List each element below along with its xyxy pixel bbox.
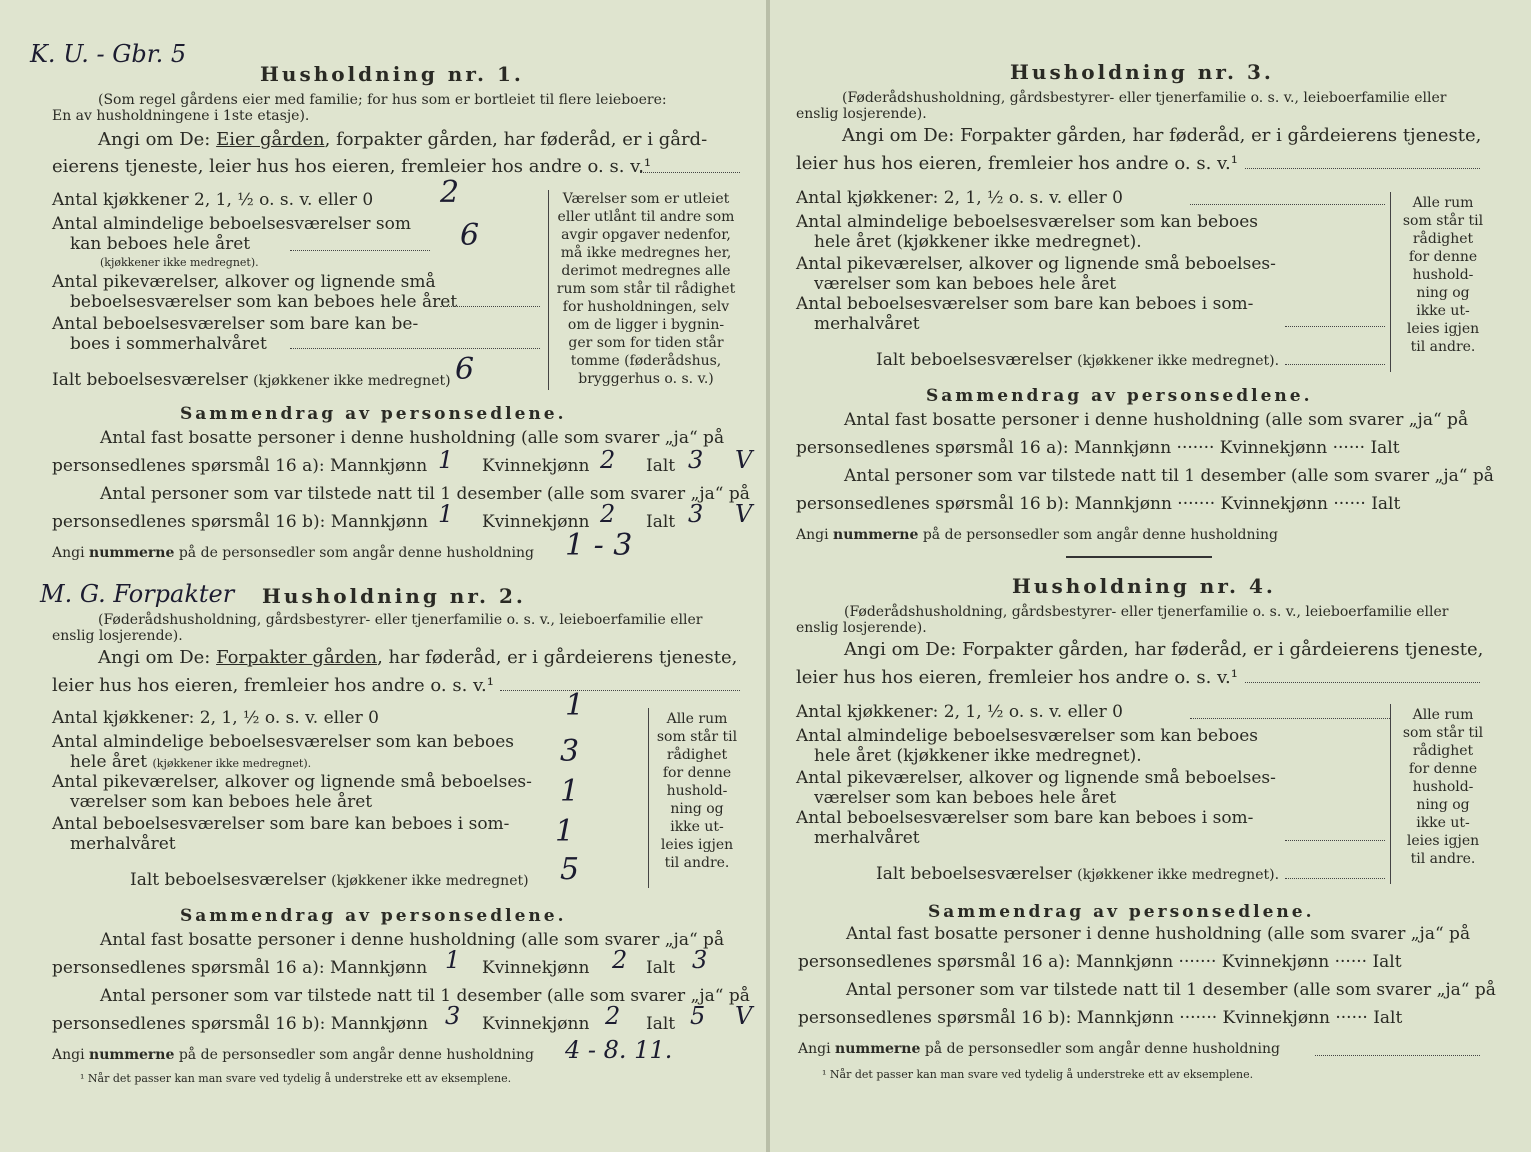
- h3-answer-line: [1245, 168, 1480, 169]
- h2-s2-line-1: Antal personer som var tilstede natt til 1 desember (alle som svarer „ja“ på: [100, 986, 750, 1006]
- side-note-line: Værelser som er utleiet: [562, 191, 730, 207]
- h3-pike-label-1: Antal pikeværelser, alkover og lignende små beboelses-: [796, 254, 1276, 274]
- h1-alm-value: 6: [460, 218, 480, 253]
- h4-ialt-label: Ialt beboelsesværelser (kjøkkener ikke medregnet).: [876, 864, 1280, 884]
- side-note-line: rådighet: [1412, 743, 1474, 759]
- h4-ialt-line: [1285, 878, 1385, 879]
- h1-alm-label-2: kan beboes hele året: [70, 234, 251, 254]
- side-note-line: hushold-: [1412, 779, 1474, 795]
- side-note-line: rådighet: [1412, 231, 1474, 247]
- h3-s1-line-1: Antal fast bosatte personer i denne husholdning (alle som svarer „ja“ på: [844, 410, 1469, 430]
- h1-s1-line-1: Antal fast bosatte personer i denne husholdning (alle som svarer „ja“ på: [100, 428, 725, 448]
- h4-s2-line-1: Antal personer som var tilstede natt til 1 desember (alle som svarer „ja“ på: [846, 980, 1496, 1000]
- h1-s2-ialt-label: Ialt: [646, 512, 676, 532]
- h1-intro-line-1: (Som regel gårdens eier med familie; for hus som er bortleiet til flere leieboere:: [98, 92, 667, 108]
- h2-s2-mannkjonn-value: 3: [445, 1002, 461, 1030]
- h3-brace: [1390, 192, 1391, 372]
- h1-side-note: [556, 190, 736, 388]
- h4-nummer-line-answer: [1315, 1055, 1480, 1056]
- h1-pike-label-1: Antal pikeværelser, alkover og lignende små: [52, 272, 436, 292]
- h4-kjokkener-line: [1190, 718, 1390, 719]
- h1-answer-line: [640, 172, 740, 173]
- h2-s2-check: V: [735, 1002, 753, 1030]
- side-note-line: hushold-: [1412, 267, 1474, 283]
- side-note-line: om de ligger i bygnin-: [567, 317, 725, 333]
- h1-s2-line-1: Antal personer som var tilstede natt til 1 desember (alle som svarer „ja“ på: [100, 484, 750, 504]
- h4-sommer-label-2: merhalvåret: [814, 828, 920, 848]
- h2-s1-line-2: personsedlenes spørsmål 16 a): Mannkjønn: [52, 958, 428, 978]
- side-note-line: til andre.: [664, 855, 730, 871]
- side-note-line: Alle rum: [1412, 195, 1474, 211]
- side-note-line: ning og: [1416, 285, 1470, 301]
- side-note-line: til andre.: [1410, 339, 1476, 355]
- h1-question-line-1: Angi om De: Eier gården, forpakter gården, har føderåd, er i gård-: [98, 129, 708, 150]
- h1-s2-kvinnekjonn-value: 2: [600, 500, 616, 528]
- h2-s2-kvinnekjonn-value: 2: [605, 1002, 621, 1030]
- h1-s1-mannkjonn-value: 1: [438, 446, 454, 474]
- side-note-line: til andre.: [1410, 851, 1476, 867]
- side-note-line: ikke ut-: [670, 819, 724, 835]
- heading-husholdning-3: Husholdning nr. 3.: [1010, 60, 1274, 84]
- h4-s2-line-2: personsedlenes spørsmål 16 b): Mannkjønn ······· Kvinnekjønn ······ Ialt: [798, 1008, 1403, 1028]
- h2-ialt-value: 5: [560, 852, 580, 887]
- side-note-line: som står til: [1402, 725, 1484, 741]
- heading-husholdning-4: Husholdning nr. 4.: [1012, 574, 1276, 598]
- h1-alm-label-1: Antal almindelige beboelsesværelser som: [52, 214, 411, 234]
- h4-nummer-line: Angi nummerne på de personsedler som angår denne husholdning: [798, 1041, 1280, 1057]
- side-note-line: leies igjen: [1406, 321, 1480, 337]
- h2-intro-line-2: enslig losjerende).: [52, 628, 183, 644]
- side-note-line: rådighet: [666, 747, 728, 763]
- h1-s1-ialt-value: 3: [688, 446, 704, 474]
- h4-sommer-line: [1285, 840, 1385, 841]
- h1-nummer-value: 1 - 3: [565, 528, 633, 563]
- h3-side-note: [1398, 194, 1488, 356]
- side-note-line: leies igjen: [660, 837, 734, 853]
- h4-s1-line-2: personsedlenes spørsmål 16 a): Mannkjønn ······· Kvinnekjønn ······ Ialt: [798, 952, 1402, 972]
- h2-sommer-label-2: merhalvåret: [70, 834, 176, 854]
- h2-question-line-2: leier hus hos eieren, fremleier hos andre o. s. v.¹: [52, 675, 494, 696]
- h4-s1-line-1: Antal fast bosatte personer i denne husholdning (alle som svarer „ja“ på: [846, 924, 1471, 944]
- h1-nummer-line: Angi nummerne på de personsedler som angår denne husholdning: [52, 545, 534, 561]
- h2-pike-label-2: værelser som kan beboes hele året: [70, 792, 373, 812]
- h2-s1-line-1: Antal fast bosatte personer i denne husholdning (alle som svarer „ja“ på: [100, 930, 725, 950]
- side-note-line: bryggerhus o. s. v.): [578, 371, 714, 387]
- h1-alm-line: [290, 250, 430, 251]
- section-divider: [1066, 556, 1212, 558]
- h1-summary-heading: Sammendrag av personsedlene.: [180, 404, 567, 424]
- h3-sommer-label-1: Antal beboelsesværelser som bare kan beboes i som-: [796, 294, 1254, 314]
- h4-intro-line-1: (Føderådshusholdning, gårdsbestyrer- eller tjenerfamilie o. s. v., leieboerfamilie eller: [844, 604, 1449, 620]
- side-note-line: Alle rum: [1412, 707, 1474, 723]
- h1-s2-mannkjonn-value: 1: [438, 500, 454, 528]
- h1-ialt-value: 6: [455, 352, 475, 387]
- side-note-line: ning og: [1416, 797, 1470, 813]
- handwritten-margin-note: K. U. - Gbr. 5: [30, 40, 187, 68]
- side-note-line: for denne: [662, 765, 732, 781]
- h2-brace: [648, 708, 649, 888]
- h3-summary-heading: Sammendrag av personsedlene.: [926, 386, 1313, 406]
- h2-s2-line-2: personsedlenes spørsmål 16 b): Mannkjønn: [52, 1014, 428, 1034]
- h1-s1-check: V: [735, 446, 753, 474]
- h2-nummer-value: 4 - 8. 11.: [565, 1036, 673, 1064]
- h1-s1-kvinnekjonn-value: 2: [600, 446, 616, 474]
- h4-kjokkener-label: Antal kjøkkener: 2, 1, ½ o. s. v. eller 0: [796, 702, 1123, 722]
- h4-pike-label-1: Antal pikeværelser, alkover og lignende små beboelses-: [796, 768, 1276, 788]
- h1-alm-label-3: (kjøkkener ikke medregnet).: [100, 256, 259, 269]
- h1-s2-check: V: [735, 500, 753, 528]
- h4-summary-heading: Sammendrag av personsedlene.: [928, 902, 1315, 922]
- side-note-line: avgir opgaver nedenfor,: [561, 227, 731, 243]
- h1-brace: [548, 190, 549, 390]
- side-note-line: tomme (føderådshus,: [570, 353, 722, 369]
- h4-brace: [1390, 704, 1391, 884]
- h1-s2-kvinnekjonn-label: Kvinnekjønn: [482, 512, 590, 532]
- h2-s2-ialt-label: Ialt: [646, 1014, 676, 1034]
- h1-sommer-label-2: boes i sommerhalvåret: [70, 334, 267, 354]
- right-page: [770, 0, 1531, 1152]
- side-note-line: som står til: [1402, 213, 1484, 229]
- h3-alm-label-2: hele året (kjøkkener ikke medregnet).: [814, 232, 1142, 252]
- h3-intro-line-2: enslig losjerende).: [796, 106, 927, 122]
- h2-pike-value: 1: [560, 774, 580, 809]
- side-note-line: rum som står til rådighet: [556, 281, 736, 297]
- h2-summary-heading: Sammendrag av personsedlene.: [180, 906, 567, 926]
- h3-alm-label-1: Antal almindelige beboelsesværelser som kan beboes: [796, 212, 1258, 232]
- h2-kjokkener-value: 1: [565, 688, 585, 723]
- h2-alm-label-1: Antal almindelige beboelsesværelser som kan beboes: [52, 732, 514, 752]
- heading-husholdning-1: Husholdning nr. 1.: [260, 62, 524, 86]
- h1-s1-line-2: personsedlenes spørsmål 16 a): Mannkjønn: [52, 456, 428, 476]
- h3-pike-label-2: værelser som kan beboes hele året: [814, 274, 1117, 294]
- h1-s2-line-2: personsedlenes spørsmål 16 b): Mannkjønn: [52, 512, 428, 532]
- h2-underlined-forpakter: Forpakter gården: [216, 647, 378, 668]
- h3-sommer-label-2: merhalvåret: [814, 314, 920, 334]
- h3-ialt-line: [1285, 364, 1385, 365]
- h1-kjokkener-value: 2: [440, 175, 460, 210]
- h3-kjokkener-line: [1190, 204, 1385, 205]
- side-note-line: eller utlånt til andre som: [557, 209, 735, 225]
- side-note-line: som står til: [656, 729, 738, 745]
- h4-question-line-2: leier hus hos eieren, fremleier hos andre o. s. v.¹: [796, 667, 1238, 688]
- h4-answer-line: [1245, 682, 1480, 683]
- h2-s1-kvinnekjonn-label: Kvinnekjønn: [482, 958, 590, 978]
- side-note-line: må ikke medregnes her,: [560, 245, 732, 261]
- h4-question-line-1: Angi om De: Forpakter gården, har føderåd, er i gårdeierens tjeneste,: [844, 639, 1484, 660]
- h4-alm-label-1: Antal almindelige beboelsesværelser som kan beboes: [796, 726, 1258, 746]
- h3-sommer-line: [1285, 326, 1385, 327]
- heading-husholdning-2: Husholdning nr. 2.: [262, 584, 526, 608]
- side-note-line: leies igjen: [1406, 833, 1480, 849]
- h2-side-note: [652, 710, 742, 872]
- h2-intro-line-1: (Føderådshusholdning, gårdsbestyrer- eller tjenerfamilie o. s. v., leieboerfamilie eller: [98, 612, 703, 628]
- h4-alm-label-2: hele året (kjøkkener ikke medregnet).: [814, 746, 1142, 766]
- h2-question-line-1: Angi om De: Forpakter gården, har føderåd, er i gårdeierens tjeneste,: [98, 647, 738, 668]
- h4-intro-line-2: enslig losjerende).: [796, 620, 927, 636]
- side-note-line: ikke ut-: [1416, 303, 1470, 319]
- h2-s1-ialt-value: 3: [692, 946, 708, 974]
- h1-sommer-line: [290, 348, 540, 349]
- h1-pike-label-2: beboelsesværelser som kan beboes hele året: [70, 292, 458, 312]
- h1-s1-ialt-label: Ialt: [646, 456, 676, 476]
- h1-s1-kvinnekjonn-label: Kvinnekjønn: [482, 456, 590, 476]
- h3-kjokkener-label: Antal kjøkkener: 2, 1, ½ o. s. v. eller 0: [796, 188, 1123, 208]
- h2-sommer-value: 1: [555, 814, 575, 849]
- side-note-line: ger som for tiden står: [568, 335, 724, 351]
- h2-alm-label-2: hele året (kjøkkener ikke medregnet).: [70, 752, 312, 772]
- h2-nummer-line: Angi nummerne på de personsedler som angår denne husholdning: [52, 1047, 534, 1063]
- h2-s1-kvinnekjonn-value: 2: [612, 946, 628, 974]
- h2-answer-line: [500, 690, 740, 691]
- h3-ialt-label: Ialt beboelsesværelser (kjøkkener ikke medregnet).: [876, 350, 1280, 370]
- side-note-line: for denne: [1408, 761, 1478, 777]
- h1-question-line-2: eierens tjeneste, leier hus hos eieren, fremleier hos andre o. s. v.¹: [52, 156, 652, 177]
- right-footnote: ¹ Når det passer kan man svare ved tydelig å understreke ett av eksemplene.: [822, 1068, 1254, 1081]
- h4-side-note: [1398, 706, 1488, 868]
- h2-s2-kvinnekjonn-label: Kvinnekjønn: [482, 1014, 590, 1034]
- h2-alm-value: 3: [560, 734, 580, 769]
- h4-sommer-label-1: Antal beboelsesværelser som bare kan beboes i som-: [796, 808, 1254, 828]
- h2-s1-mannkjonn-value: 1: [445, 946, 461, 974]
- side-note-line: for denne: [1408, 249, 1478, 265]
- h2-s1-ialt-label: Ialt: [646, 958, 676, 978]
- h3-s2-line-1: Antal personer som var tilstede natt til 1 desember (alle som svarer „ja“ på: [844, 466, 1494, 486]
- h2-s2-ialt-value: 5: [690, 1002, 706, 1030]
- h1-underlined-eier: Eier gården: [216, 129, 325, 150]
- h1-ialt-label: Ialt beboelsesværelser (kjøkkener ikke medregnet): [52, 370, 451, 390]
- h1-intro-line-2: En av husholdningene i 1ste etasje).: [52, 108, 310, 124]
- side-note-line: Alle rum: [666, 711, 728, 727]
- h4-pike-label-2: værelser som kan beboes hele året: [814, 788, 1117, 808]
- h3-s1-line-2: personsedlenes spørsmål 16 a): Mannkjønn ······· Kvinnekjønn ······ Ialt: [796, 438, 1400, 458]
- side-note-line: derimot medregnes alle: [561, 263, 731, 279]
- h3-s2-line-2: personsedlenes spørsmål 16 b): Mannkjønn ······· Kvinnekjønn ······ Ialt: [796, 494, 1401, 514]
- h1-pike-line: [440, 306, 540, 307]
- h3-question-line-1: Angi om De: Forpakter gården, har føderåd, er i gårdeierens tjeneste,: [842, 125, 1482, 146]
- h1-s2-ialt-value: 3: [688, 500, 704, 528]
- h1-sommer-label-1: Antal beboelsesværelser som bare kan be-: [52, 314, 419, 334]
- left-footnote: ¹ Når det passer kan man svare ved tydelig å understreke ett av eksemplene.: [80, 1072, 512, 1085]
- side-note-line: hushold-: [666, 783, 728, 799]
- h2-pike-label-1: Antal pikeværelser, alkover og lignende små beboelses-: [52, 772, 532, 792]
- side-note-line: for husholdningen, selv: [562, 299, 730, 315]
- side-note-line: ikke ut-: [1416, 815, 1470, 831]
- h3-question-line-2: leier hus hos eieren, fremleier hos andre o. s. v.¹: [796, 153, 1238, 174]
- h2-ialt-label: Ialt beboelsesværelser (kjøkkener ikke medregnet): [130, 870, 529, 890]
- h1-kjokkener-label: Antal kjøkkener 2, 1, ½ o. s. v. eller 0: [52, 190, 374, 210]
- h3-intro-line-1: (Føderådshusholdning, gårdsbestyrer- eller tjenerfamilie o. s. v., leieboerfamilie eller: [842, 90, 1447, 106]
- h3-nummer-line: Angi nummerne på de personsedler som angår denne husholdning: [796, 527, 1278, 543]
- h2-kjokkener-label: Antal kjøkkener: 2, 1, ½ o. s. v. eller 0: [52, 708, 379, 728]
- h2-sommer-label-1: Antal beboelsesværelser som bare kan beboes i som-: [52, 814, 510, 834]
- h2-handwritten-note: M. G. Forpakter: [40, 580, 235, 608]
- side-note-line: ning og: [670, 801, 724, 817]
